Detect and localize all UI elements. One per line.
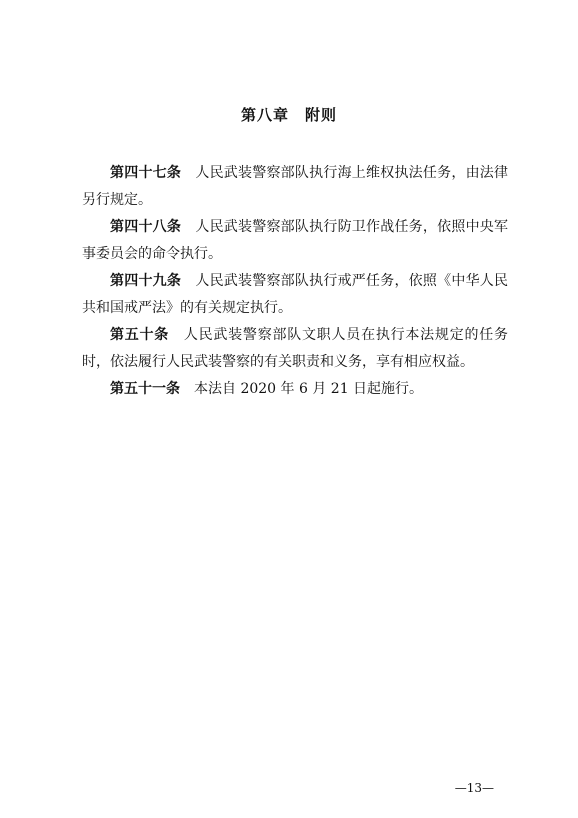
article-number: 第四十七条 [110, 165, 182, 181]
article-47 [82, 160, 508, 214]
article-text: 人民武装警察部队执行海上维权执法任务，由法律另行规定。 [82, 165, 509, 208]
article-text: 人民武装警察部队执行戒严任务，依照《中华人民共和国戒严法》的有关规定执行。 [82, 273, 509, 316]
article-text: 人民武装警察部队文职人员在执行本法规定的任务时，依法履行人民武装警察的有关职责和义务，享有相应权益。 [82, 327, 508, 370]
article-number: 第四十八条 [110, 219, 182, 235]
chapter-number: 第八章 [240, 106, 289, 124]
document-body [82, 160, 508, 403]
article-51 [82, 376, 508, 403]
article-number: 第五十一条 [110, 381, 180, 397]
article-49 [82, 268, 508, 322]
article-number: 第五十条 [110, 327, 170, 343]
article-number: 第四十九条 [110, 273, 182, 289]
article-text: 人民武装警察部队执行防卫作战任务，依照中央军事委员会的命令执行。 [82, 219, 509, 262]
article-text: 本法自 2020 年 6 月 21 日起施行。 [194, 381, 424, 397]
article-48 [82, 214, 508, 268]
page-number: —13— [454, 781, 494, 795]
chapter-title [0, 104, 578, 125]
chapter-name: 附则 [305, 106, 338, 124]
article-50 [82, 322, 508, 376]
